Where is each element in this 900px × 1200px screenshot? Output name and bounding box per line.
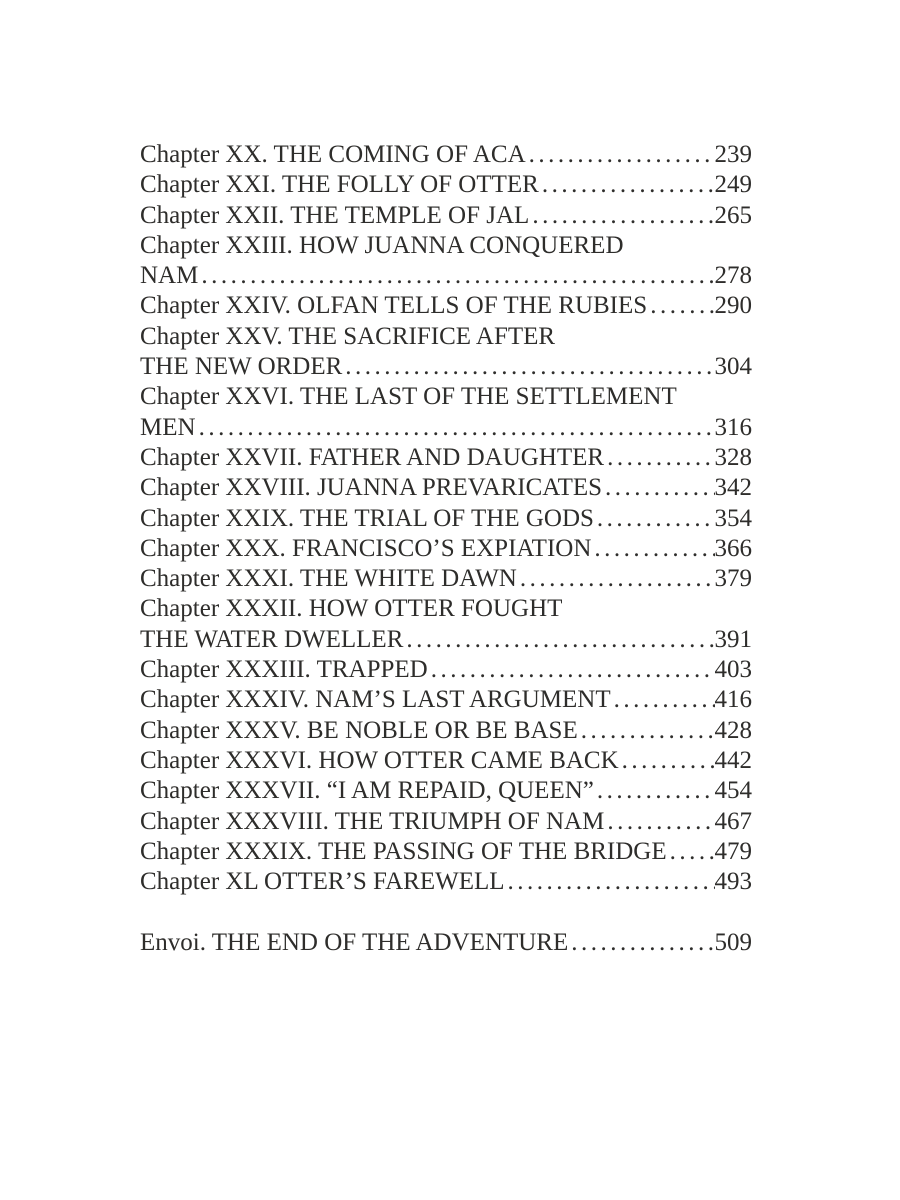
toc-page-number: 290 xyxy=(714,292,752,320)
toc-entry-title: MEN xyxy=(140,413,196,441)
toc-page-number: 316 xyxy=(714,413,752,441)
toc-entry xyxy=(140,655,752,685)
toc-entry-title: Chapter XXII. THE TEMPLE OF JAL xyxy=(140,201,530,229)
toc-page-number: 239 xyxy=(714,141,752,168)
toc-entry xyxy=(140,685,752,715)
toc-entry xyxy=(140,594,752,655)
dot-leader xyxy=(539,170,715,200)
toc-entry-title: Envoi. THE END OF THE ADVENTURE xyxy=(140,928,569,956)
toc-entry-title: Chapter XXVIII. JUANNA PREVARICATES xyxy=(140,474,603,502)
toc-page-number: 509 xyxy=(714,928,752,956)
toc-page-number: 442 xyxy=(714,746,752,774)
toc-entry-title: Chapter XXXIX. THE PASSING OF THE BRIDGE xyxy=(140,837,667,865)
toc-entry-title: Chapter XXIII. HOW JUANNA CONQUERED xyxy=(140,231,624,259)
toc-entry-line xyxy=(140,443,752,473)
toc-entry-line xyxy=(140,594,752,624)
toc-entry-line xyxy=(140,352,752,382)
toc-entry-line xyxy=(140,291,752,321)
dot-leader xyxy=(647,291,714,321)
toc-entry-title: Chapter XXXV. BE NOBLE OR BE BASE xyxy=(140,716,578,744)
toc-entry xyxy=(140,170,752,200)
toc-entry xyxy=(140,382,752,443)
toc-page-number: 403 xyxy=(714,656,752,684)
dot-leader xyxy=(403,625,714,655)
dot-leader xyxy=(604,807,714,837)
toc-entry xyxy=(140,504,752,534)
toc-page-number: 454 xyxy=(714,777,752,805)
dot-leader xyxy=(342,352,714,382)
toc-entry-line xyxy=(140,776,752,806)
toc-entry-line xyxy=(140,928,752,958)
toc-entry xyxy=(140,807,752,837)
toc-entry-title: Chapter XXXII. HOW OTTER FOUGHT xyxy=(140,595,563,623)
toc-entry-line xyxy=(140,685,752,715)
toc-entry-line xyxy=(140,231,752,261)
toc-entry-title: Chapter XXXVIII. THE TRIUMPH OF NAM xyxy=(140,807,605,835)
toc-entry-line xyxy=(140,140,752,170)
toc-entry xyxy=(140,776,752,806)
dot-leader xyxy=(578,716,715,746)
dot-leader xyxy=(568,928,714,958)
toc-entry-line xyxy=(140,382,752,412)
dot-leader xyxy=(619,746,715,776)
toc-entry-title: THE NEW ORDER xyxy=(140,353,343,381)
toc-entry xyxy=(140,473,752,503)
dot-leader xyxy=(594,504,715,534)
toc-entry xyxy=(140,716,752,746)
toc-entry xyxy=(140,231,752,292)
toc-page-number: 428 xyxy=(714,716,752,744)
toc-page-number: 379 xyxy=(714,565,752,593)
toc-entry xyxy=(140,201,752,231)
toc-entry-line xyxy=(140,534,752,564)
toc-entry xyxy=(140,837,752,867)
toc-entry-title: Chapter XL OTTER’S FAREWELL xyxy=(140,868,505,896)
toc-page-number: 265 xyxy=(714,201,752,229)
toc-entry-line xyxy=(140,807,752,837)
toc-entry xyxy=(140,443,752,473)
toc-entry-line xyxy=(140,625,752,655)
toc-entry-title: Chapter XX. THE COMING OF ACA xyxy=(140,141,526,168)
toc-entry xyxy=(140,291,752,321)
toc-page-number: 304 xyxy=(714,353,752,381)
dot-leader xyxy=(667,837,715,867)
toc-entry-line xyxy=(140,837,752,867)
toc-entry-line xyxy=(140,261,752,291)
toc-entry-title: Chapter XXVII. FATHER AND DAUGHTER xyxy=(140,443,605,471)
toc-entry xyxy=(140,928,752,958)
toc-entry-line xyxy=(140,473,752,503)
toc-page-number: 249 xyxy=(714,171,752,199)
toc-entry-title: Chapter XXXI. THE WHITE DAWN xyxy=(140,565,517,593)
toc-entry-title: Chapter XXXVI. HOW OTTER CAME BACK xyxy=(140,746,619,774)
dot-leader xyxy=(517,564,715,594)
toc-page-number: 366 xyxy=(714,534,752,562)
toc-entry-title: Chapter XXIV. OLFAN TELLS OF THE RUBIES xyxy=(140,292,648,320)
dot-leader xyxy=(611,685,715,715)
toc-entry-title: Chapter XXV. THE SACRIFICE AFTER xyxy=(140,322,556,350)
dot-leader xyxy=(591,534,714,564)
toc-entry-line xyxy=(140,655,752,685)
toc-entry-title: Chapter XXXVII. “I AM REPAID, QUEEN” xyxy=(140,777,594,805)
toc-page-number: 354 xyxy=(714,504,752,532)
toc-page-number: 391 xyxy=(714,625,752,653)
toc-page-number: 467 xyxy=(714,807,752,835)
dot-leader xyxy=(428,655,715,685)
toc-entry-line xyxy=(140,170,752,200)
toc-page-number: 416 xyxy=(714,686,752,714)
dot-leader xyxy=(594,776,715,806)
dot-leader xyxy=(505,867,715,897)
toc-entry xyxy=(140,867,752,897)
toc-entry xyxy=(140,534,752,564)
toc-entry-title: Chapter XXXIV. NAM’S LAST ARGUMENT xyxy=(140,686,611,714)
toc-page-number: 342 xyxy=(714,474,752,502)
toc-entry-line xyxy=(140,201,752,231)
toc-entry-title: Chapter XXI. THE FOLLY OF OTTER xyxy=(140,171,539,199)
toc-entry-title: NAM xyxy=(140,262,199,290)
toc-page-number: 479 xyxy=(714,837,752,865)
toc-entry-line xyxy=(140,564,752,594)
toc-entry-title: Chapter XXIX. THE TRIAL OF THE GODS xyxy=(140,504,594,532)
toc-entry xyxy=(140,322,752,383)
toc-entry-line xyxy=(140,746,752,776)
toc-entry-line xyxy=(140,413,752,443)
toc-entry-line xyxy=(140,322,752,352)
toc-entry xyxy=(140,746,752,776)
toc-page-number: 328 xyxy=(714,443,752,471)
dot-leader xyxy=(529,201,714,231)
table-of-contents xyxy=(140,140,752,958)
toc-entry-title: Chapter XXXIII. TRAPPED xyxy=(140,656,428,684)
dot-leader xyxy=(196,413,715,443)
toc-entry-line xyxy=(140,504,752,534)
toc-page-number: 278 xyxy=(714,262,752,290)
dot-leader xyxy=(198,261,714,291)
toc-entry xyxy=(140,140,752,170)
dot-leader xyxy=(604,443,714,473)
toc-entry-line xyxy=(140,716,752,746)
toc-entry-title: Chapter XXVI. THE LAST OF THE SETTLEMENT xyxy=(140,383,677,411)
toc-entry xyxy=(140,564,752,594)
toc-page-number: 493 xyxy=(714,868,752,896)
dot-leader xyxy=(602,473,714,503)
toc-entry-title: Chapter XXX. FRANCISCO’S EXPIATION xyxy=(140,534,592,562)
toc-entry-line xyxy=(140,867,752,897)
toc-entry-title: THE WATER DWELLER xyxy=(140,625,404,653)
dot-leader xyxy=(526,140,715,170)
